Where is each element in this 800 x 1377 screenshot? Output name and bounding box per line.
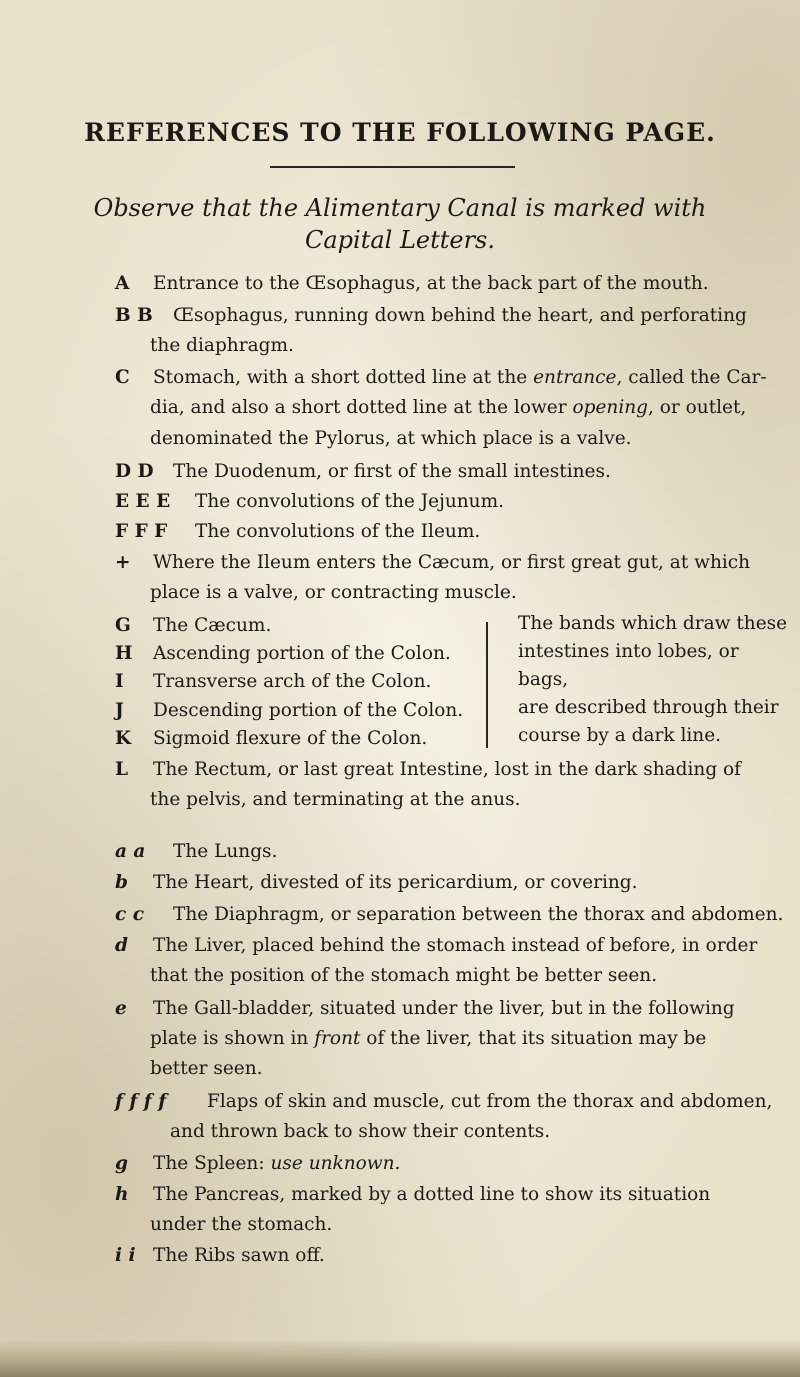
ref-text-italic: entrance — [533, 367, 617, 388]
ref-text: Ascending portion of the Colon. — [153, 643, 451, 664]
ref-letter: f f f f — [115, 1091, 167, 1112]
ref-b — [115, 869, 638, 897]
ref-text: The Lungs. — [173, 841, 278, 862]
ref-h-cont: under the stomach. — [150, 1214, 333, 1235]
bands-line: The bands which draw these — [518, 613, 788, 634]
ref-h — [115, 640, 451, 668]
ref-letter: E E E — [115, 491, 171, 512]
ref-fff — [115, 518, 480, 546]
ref-l-cont: the pelvis, and terminating at the anus. — [150, 789, 521, 810]
ref-text: Where the Ileum enters the Cæcum, or first great gut, at which — [153, 552, 751, 573]
ref-c-cont-2: denominated the Pylorus, at which place is a valve. — [150, 428, 632, 449]
ref-letter: b — [115, 872, 128, 893]
ref-a — [115, 270, 709, 298]
ref-aa — [115, 838, 277, 866]
observe-note — [0, 192, 800, 256]
observe-line-1: Observe that the Alimentary Canal is marked with — [93, 194, 707, 222]
ref-letter: + — [115, 552, 131, 573]
ref-letter: G — [115, 615, 131, 636]
ref-cc — [115, 901, 783, 929]
ref-letter: i i — [115, 1245, 136, 1266]
ref-plus-cont: place is a valve, or contracting muscle. — [150, 582, 517, 603]
ref-text: plate is shown in — [150, 1028, 315, 1049]
ref-ii — [115, 1242, 325, 1270]
ref-text: Entrance to the Œsophagus, at the back part of the mouth. — [153, 273, 709, 294]
ref-letter: h — [115, 1184, 129, 1205]
ref-text: Transverse arch of the Colon. — [153, 671, 432, 692]
bands-note — [518, 610, 788, 750]
ref-text: The Rectum, or last great Intestine, lost in the dark shading of — [153, 759, 742, 780]
ref-bb-cont: the diaphragm. — [150, 335, 294, 356]
ref-c — [115, 364, 767, 392]
ref-i — [115, 668, 431, 696]
ref-text: The Heart, divested of its pericardium, or covering. — [153, 872, 638, 893]
ref-h-pancreas — [115, 1181, 710, 1209]
ref-text: The Gall-bladder, situated under the liver, but in the following — [153, 998, 735, 1019]
ref-d — [115, 932, 757, 960]
bands-line: course by a dark line. — [518, 725, 722, 746]
ref-text: , called the Car- — [616, 367, 767, 388]
ref-e-cont-1 — [150, 1025, 706, 1053]
ref-text: dia, and also a short dotted line at the lower — [150, 397, 573, 418]
brace-left — [470, 622, 488, 748]
ref-text: The convolutions of the Jejunum. — [195, 491, 505, 512]
ref-e — [115, 995, 735, 1023]
ref-letter: d — [115, 935, 128, 956]
ref-text: of the liver, that its situation may be — [360, 1028, 707, 1049]
bands-line: are described through their — [518, 697, 779, 718]
ref-letter: H — [115, 643, 133, 664]
ref-letter: I — [115, 671, 124, 692]
ref-text-italic: front — [314, 1028, 361, 1049]
ref-g — [115, 612, 271, 640]
ref-c-cont-1 — [150, 394, 746, 422]
ref-ffff-cont: and thrown back to show their contents. — [170, 1121, 551, 1142]
ref-letter: K — [115, 728, 132, 749]
page-title: REFERENCES TO THE FOLLOWING PAGE. — [84, 118, 716, 147]
ref-letter: a a — [115, 841, 146, 862]
ref-letter: B B — [115, 305, 153, 326]
ref-text: The Cæcum. — [153, 615, 272, 636]
ref-ffff — [115, 1088, 772, 1116]
ref-text: Œsophagus, running down behind the heart, and perforating — [173, 305, 747, 326]
ref-j — [115, 697, 463, 725]
ref-text: The Diaphragm, or separation between the thorax and abdomen. — [173, 904, 784, 925]
ref-g-spleen — [115, 1150, 400, 1178]
page-edge-shadow — [0, 1339, 800, 1377]
ref-text: The Duodenum, or first of the small intestines. — [173, 461, 611, 482]
bands-line: intestines into lobes, or bags, — [518, 641, 739, 690]
ref-letter: J — [115, 700, 124, 721]
ref-letter: D D — [115, 461, 154, 482]
ref-text: The Pancreas, marked by a dotted line to show its situation — [153, 1184, 711, 1205]
ref-l — [115, 756, 741, 784]
ref-text: Sigmoid flexure of the Colon. — [153, 728, 428, 749]
ref-letter: A — [115, 273, 130, 294]
ref-dd — [115, 458, 611, 486]
ref-letter: g — [115, 1153, 128, 1174]
ref-k — [115, 725, 427, 753]
ref-d-cont: that the position of the stomach might be better seen. — [150, 965, 658, 986]
ref-text: The Ribs sawn off. — [153, 1245, 325, 1266]
ref-text-italic: opening — [572, 397, 649, 418]
ref-text: The Spleen: — [153, 1153, 271, 1174]
ref-letter: C — [115, 367, 130, 388]
title-rule — [270, 166, 515, 168]
ref-letter: c c — [115, 904, 144, 925]
ref-text: Descending portion of the Colon. — [153, 700, 464, 721]
ref-text: , or outlet, — [648, 397, 747, 418]
ref-plus — [115, 549, 750, 577]
observe-line-2: Capital Letters. — [304, 226, 496, 254]
ref-text-italic: use unknown. — [270, 1153, 401, 1174]
ref-letter: L — [115, 759, 129, 780]
ref-letter: F F F — [115, 521, 168, 542]
ref-letter: e — [115, 998, 127, 1019]
ref-e-cont-2: better seen. — [150, 1058, 263, 1079]
ref-bb — [115, 302, 747, 330]
ref-text: Flaps of skin and muscle, cut from the thorax and abdomen, — [207, 1091, 773, 1112]
ref-text: The Liver, placed behind the stomach instead of before, in order — [153, 935, 758, 956]
ref-text: The convolutions of the Ileum. — [195, 521, 481, 542]
ref-eee — [115, 488, 504, 516]
ref-text: Stomach, with a short dotted line at the — [153, 367, 534, 388]
